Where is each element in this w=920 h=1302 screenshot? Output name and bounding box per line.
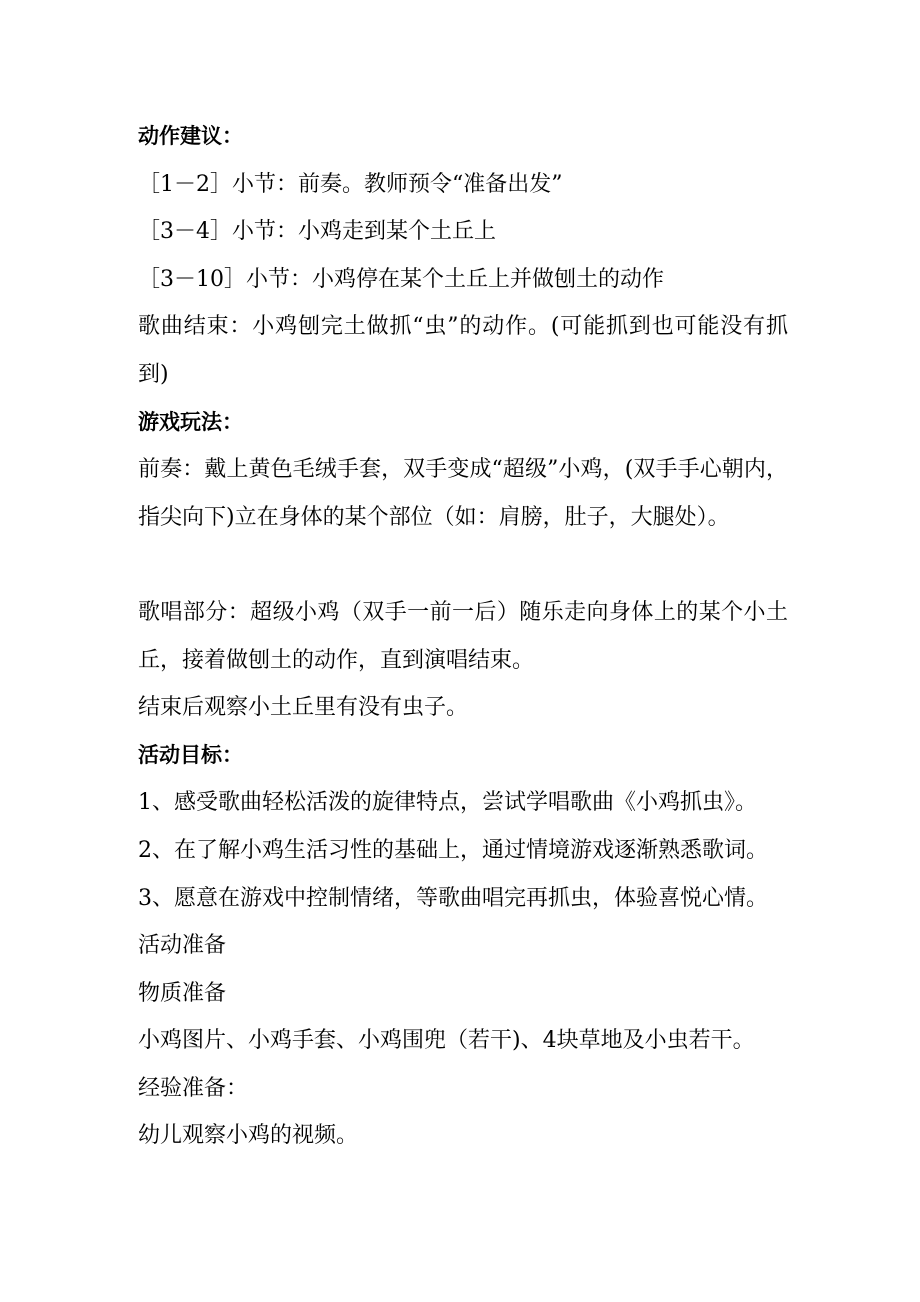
action-line-2: ［3－4］小节：小鸡走到某个土丘上 <box>138 219 496 245</box>
action-line-1: ［1－2］小节：前奏。教师预令“准备出发” <box>138 171 563 197</box>
experience-text: 幼儿观察小鸡的视频。 <box>138 1123 359 1149</box>
material-heading: 物质准备 <box>138 980 227 1006</box>
document-page <box>138 113 788 1160</box>
goals-heading: 活动目标： <box>138 742 243 767</box>
actions-heading: 动作建议： <box>138 124 243 148</box>
after-paragraph: 结束后观察小土丘里有没有虫子。 <box>138 695 469 721</box>
action-line-3: ［3－10］小节：小鸡停在某个土丘上并做刨土的动作 <box>138 266 664 292</box>
goal-item-2: 2、在了解小鸡生活习性的基础上，通过情境游戏逐渐熟悉歌词。 <box>138 837 768 863</box>
singing-paragraph: 歌唱部分：超级小鸡（双手一前一后）随乐走向身体上的某个小土丘，接着做刨土的动作，直到演唱结束。 <box>138 599 788 673</box>
prelude-paragraph: 前奏：戴上黄色毛绒手套，双手变成“超级”小鸡，(双手手心朝内，指尖向下)立在身体的某个部位（如：肩膀，肚子，大腿处）。 <box>138 457 788 530</box>
materials-text: 小鸡图片、小鸡手套、小鸡围兜（若干)、4块草地及小虫若干。 <box>138 1028 755 1054</box>
goal-item-3: 3、愿意在游戏中控制情绪，等歌曲唱完再抓虫，体验喜悦心情。 <box>138 885 768 911</box>
song-end-paragraph: 歌曲结束：小鸡刨完土做抓“虫”的动作。(可能抓到也可能没有抓到) <box>138 314 788 387</box>
experience-heading: 经验准备： <box>138 1075 249 1101</box>
goal-item-1: 1、感受歌曲轻松活泼的旋律特点，尝试学唱歌曲《小鸡抓虫》。 <box>138 790 757 816</box>
prep-heading: 活动准备 <box>138 933 227 959</box>
game-heading: 游戏玩法： <box>138 409 243 434</box>
